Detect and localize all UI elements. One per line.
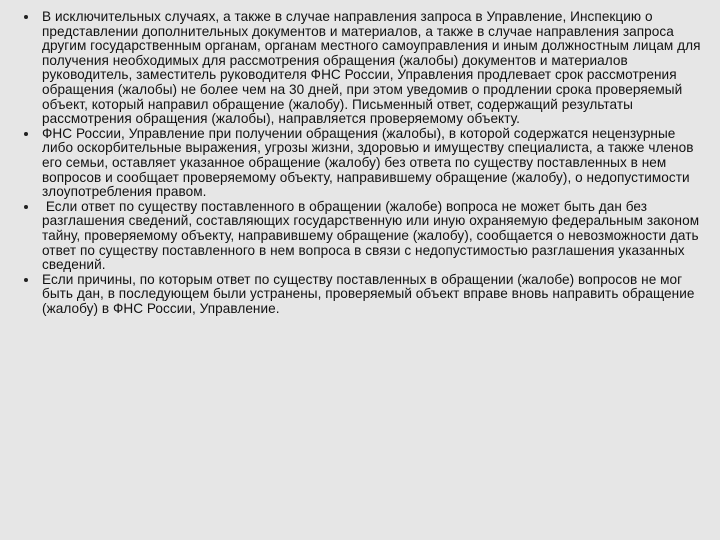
bullet-text-1: В исключительных случаях, а также в случае направления запроса в Управление, Инспекцию о представлении дополнительных документов и материалов, а также в случае направления запроса другим государственным органам, органам местного самоуправления и иным должностным лицам для получения необходимых для рассмотрения обращения (жалобы) документов и материалов руководитель, заместитель руководителя ФНС России, Управления продлевает срок рассмотрения обращения (жалобы) не более чем на 30 дней, при этом уведомив о продлении срока проверяемый объект, который направил обращение (жалобу). Письменный ответ, содержащий результаты рассмотрения обращения (жалобы), направляется проверяемому объекту. xyxy=(42,9,701,127)
bullet-item-1 xyxy=(28,10,708,127)
bullet-icon xyxy=(24,132,28,136)
bullet-text-2: ФНС России, Управление при получении обращения (жалобы), в которой содержатся нецензурные либо оскорбительные выражения, угрозы жизни, здоровью и имуществу специалиста, а также членов его семьи, оставляет указанное обращение (жалобу) без ответа по существу поставленных в нем вопросов и сообщает проверяемому объекту, направившему обращение (жалобу), о недопустимости злоупотребления правом. xyxy=(42,125,694,200)
bullet-text-3: Если ответ по существу поставленного в обращении (жалобе) вопроса не может быть дан без разглашения сведений, составляющих государственную или иную охраняемую федеральным законом тайну, проверяемому объекту, направившему обращение (жалобу), сообщается о невозможности дать ответ по существу поставленного в нем вопроса в связи с недопустимостью разглашения указанных сведений. xyxy=(42,198,703,273)
bullet-icon xyxy=(24,205,28,209)
bullet-icon xyxy=(24,278,28,282)
bullet-item-2 xyxy=(28,127,708,200)
bullet-item-3 xyxy=(28,200,708,273)
bullet-item-4 xyxy=(28,273,708,317)
bullet-text-4: Если причины, по которым ответ по существу поставленных в обращении (жалобе) вопросов не мог быть дан, в последующем были устранены, проверяемый объект вправе вновь направить обращение (жалобу) в ФНС России, Управление. xyxy=(42,271,695,316)
bullet-list xyxy=(28,10,708,316)
bullet-icon xyxy=(24,15,28,19)
